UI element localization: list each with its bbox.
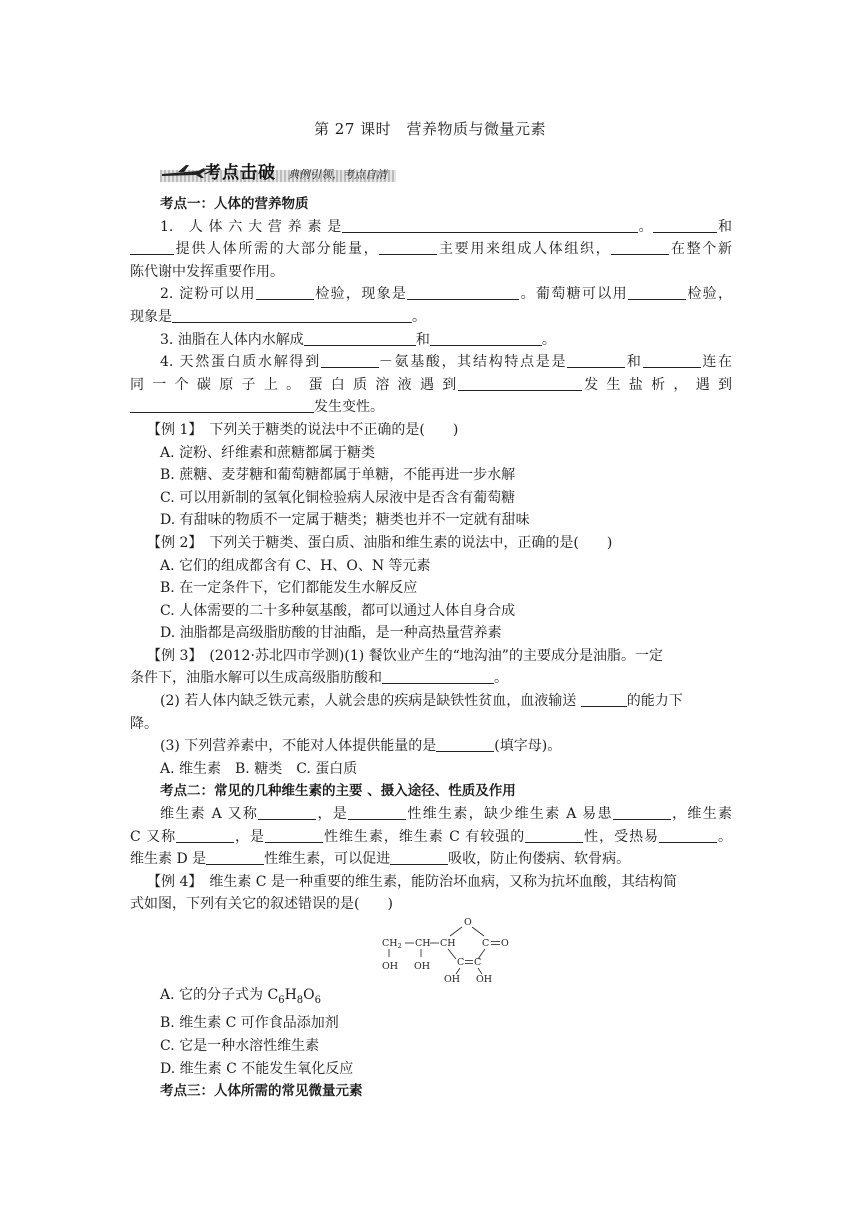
question-4-line: 4. 天然蛋白质水解得到 －氨基酸，其结构特点是是 和 连在: [160, 354, 733, 371]
blank: [653, 217, 717, 233]
blank: [436, 736, 494, 752]
blank: [342, 217, 638, 233]
option-d: D. 维生素 C 不能发生氧化反应: [160, 1060, 354, 1077]
example-3-options: A. 维生素 B. 糖类 C. 蛋白质: [160, 760, 358, 777]
question-1-line: 陈代谢中发挥重要作用。: [130, 263, 284, 280]
blank: [348, 804, 406, 820]
option-a: A. 淀粉、纤维素和蔗糖都属于糖类: [160, 444, 376, 461]
blank: [628, 284, 686, 300]
option-d: D. 油脂都是高级脂肪酸的甘油酯，是一种高热量营养素: [160, 625, 502, 642]
example-3-line: 降。: [130, 715, 158, 732]
vitamin-line: C 又称 ，是 性维生素，维生素 C 有较强的 性，受热易 。: [130, 828, 733, 845]
blank: [382, 668, 494, 684]
lesson-topic: 营养物质与微量元素: [406, 120, 546, 138]
page-title: [0, 118, 860, 139]
question-3-line: 3. 油脂在人体内水解成 和 。: [160, 331, 556, 348]
question-2-line: 2. 淀粉可以用 检验，现象是 。葡萄糖可以用 检验，: [160, 286, 733, 303]
ch2-group: $CH_2$: [382, 938, 402, 950]
blank: [130, 239, 174, 255]
option-b: B. 在一定条件下，它们都能发生水解反应: [160, 580, 418, 597]
blank: [379, 239, 437, 255]
option-d: D. 有甜味的物质不一定属于糖类；糖类也并不一定就有甜味: [160, 512, 530, 529]
blank: [611, 239, 669, 255]
example-label: 【例 2】: [147, 534, 196, 551]
structural-formula: [372, 916, 522, 984]
question-4-line: 发生变性。: [130, 396, 732, 419]
example-label: 【例 3】: [147, 647, 196, 664]
option-c: C. 它是一种水溶性维生素: [160, 1037, 320, 1054]
example-3-stem: 【例 3】 (2012·苏北四市学测)(1) 餐饮业产生的“地沟油”的主要成分是油脂。一定: [147, 647, 663, 664]
option-c: C. 可以用新制的氢氧化铜检验病人尿液中是否含有葡萄糖: [160, 489, 516, 506]
section-banner: [160, 158, 400, 184]
carbonyl-carbon: C: [482, 938, 490, 949]
content: [130, 193, 732, 1103]
blank: [458, 375, 582, 391]
blank: [581, 691, 627, 707]
option-b: B. 蔗糖、麦芽糖和葡萄糖都属于单糖，不能再进一步水解: [160, 467, 516, 484]
blank: [321, 352, 379, 368]
example-1-stem: 【例 1】 下列关于糖类的说法中不正确的是( ): [147, 421, 459, 438]
option-c: C. 人体需要的二十多种氨基酸，都可以通过人体自身合成: [160, 602, 516, 619]
blank: [430, 330, 542, 346]
section-heading: 考点三：人体所需的常见微量元素: [160, 1083, 363, 1100]
ring-oxygen: O: [464, 917, 472, 928]
question-2-line: 现象是 。: [130, 308, 426, 325]
blank: [176, 827, 234, 843]
ch-group-b: CH: [440, 938, 456, 949]
vitamin-line: 维生素 A 又称 ，是 性维生素，缺少维生素 A 易患 ，维生素: [160, 806, 733, 823]
blank: [390, 849, 448, 865]
hydroxyl-4: OH: [476, 974, 493, 984]
blank: [130, 397, 314, 413]
alkene-carbon-1: C: [457, 957, 465, 968]
hydroxyl-2: OH: [414, 961, 431, 972]
hydroxyl-1: OH: [382, 961, 399, 972]
option-a: A. 它的分子式为 $C_6H_8O_6$: [160, 987, 322, 1006]
example-label: 【例 1】: [147, 421, 196, 438]
section-heading: 考点一：人体的营养物质: [160, 196, 309, 212]
section-heading: 考点二：常见的几种维生素的主要 、摄入途径、性质及作用: [160, 783, 516, 800]
blank: [525, 827, 583, 843]
blank: [659, 827, 717, 843]
example-3-line: (2) 若人体内缺乏铁元素，人就会患的疾病是缺铁性贫血，血液输送 的能力下: [160, 693, 683, 710]
hydroxyl-3: OH: [444, 974, 461, 984]
blank: [613, 804, 671, 820]
example-4-stem: 【例 4】 维生素 C 是一种重要的维生素，能防治坏血病，又称为抗坏血酸，其结构简: [147, 873, 677, 890]
vitamin-c-structure: [130, 916, 732, 984]
example-4-line: 式如图，下列有关它的叙述错误的是( ): [130, 896, 393, 913]
blank: [206, 849, 264, 865]
carbonyl-oxygen: O: [501, 938, 509, 949]
option-b: B. 维生素 C 可作食品添加剂: [160, 1015, 339, 1032]
blank: [258, 804, 316, 820]
option-a: A. 它们的组成都含有 C、H、O、N 等元素: [160, 557, 431, 574]
question-4-line: 同 一 个 碳 原 子 上 。 蛋 白 质 溶 液 遇 到 发 生 盐 析 ， 遇 到: [130, 376, 733, 393]
blank: [643, 352, 701, 368]
blank: [407, 284, 519, 300]
blank: [304, 330, 416, 346]
blank: [172, 307, 412, 323]
banner-subtitle: 典例引领，考点自清: [288, 168, 387, 181]
alkene-carbon-2: C: [474, 957, 482, 968]
airplane-icon: [160, 162, 206, 182]
blank: [265, 827, 323, 843]
blank: [256, 284, 314, 300]
example-2-stem: 【例 2】 下列关于糖类、蛋白质、油脂和维生素的说法中，正确的是( ): [147, 534, 613, 551]
question-1-line: 1. 人 体 六 大 营 养 素 是 。 和: [160, 218, 733, 235]
ch-group-a: CH: [415, 938, 431, 949]
banner-title: 考点击破: [204, 163, 276, 183]
question-1-line: 提供人体所需的大部分能量， 主要用来组成人体组织， 在整个新: [130, 238, 732, 261]
vitamin-line: 维生素 D 是 性维生素，可以促进 吸收，防止佝偻病、软骨病。: [130, 851, 631, 868]
example-3-line: (3) 下列营养素中，不能对人体提供能量的是 (填字母)。: [160, 738, 562, 755]
example-3-line: 条件下，油脂水解可以生成高级脂肪酸和 。: [130, 670, 508, 687]
example-label: 【例 4】: [147, 873, 196, 890]
blank: [567, 352, 625, 368]
lesson-number: 第 27 课时: [314, 120, 392, 138]
